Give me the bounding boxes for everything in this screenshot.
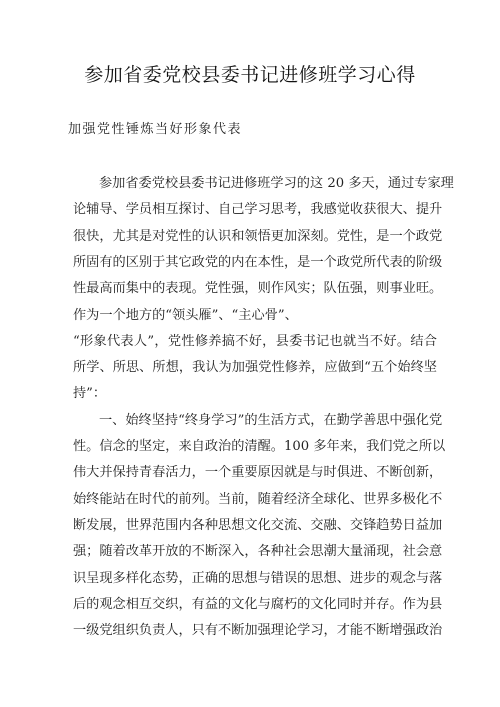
body-line: 伟大并保持青春活力，一个重要原因就是与时俱进、不断创新，: [73, 465, 443, 481]
body-line: 持”：: [73, 386, 107, 402]
body-line: 论辅导、学员相互探讨、自己学习思考，我感觉收获很大、提升: [73, 202, 443, 218]
document-title: 参加省委党校县委书记进修班学习心得: [84, 64, 416, 86]
body-line: 一、始终坚持“终身学习”的生活方式，在勤学善思中强化党: [99, 412, 443, 428]
body-line: 一级党组织负责人，只有不断加强理论学习，才能不断增强政治: [73, 623, 443, 639]
body-line: 作为一个地方的“领头雁”、“主心骨”、: [73, 307, 298, 323]
body-line: 后的观念相互交织，有益的文化与腐朽的文化同时并存。作为县: [73, 596, 443, 612]
body-line: 强；随着改革开放的不断深入，各种社会思潮大量涌现，社会意: [73, 544, 443, 560]
body-line: 所固有的区别于其它政党的内在本性，是一个政党所代表的阶级: [73, 254, 443, 270]
body-line: 断发展，世界范围内各种思想文化交流、交融、交锋趋势日益加: [73, 517, 443, 533]
body-line: 参加省委党校县委书记进修班学习的这 20 多天，通过专家理: [99, 176, 454, 191]
body-line: 性最高而集中的表现。党性强，则作风实；队伍强，则事业旺。: [73, 281, 443, 297]
body-line: 很快，尤其是对党性的认识和领悟更加深刻。党性，是一个政党: [73, 228, 443, 244]
document-subtitle: 加强党性锤炼当好形象代表: [68, 122, 243, 137]
body-line: 始终能站在时代的前列。当前，随着经济全球化、世界多极化不: [73, 491, 443, 507]
body-line: 识呈现多样化态势，正确的思想与错误的思想、进步的观念与落: [73, 570, 443, 586]
body-line: 所学、所思、所想，我认为加强党性修养，应做到“五个始终坚: [73, 360, 437, 376]
body-line: 性。信念的坚定，来自政治的清醒。100 多年来，我们党之所以: [73, 439, 446, 454]
body-line: “形象代表人”，党性修养搞不好，县委书记也就当不好。结合: [73, 333, 437, 349]
